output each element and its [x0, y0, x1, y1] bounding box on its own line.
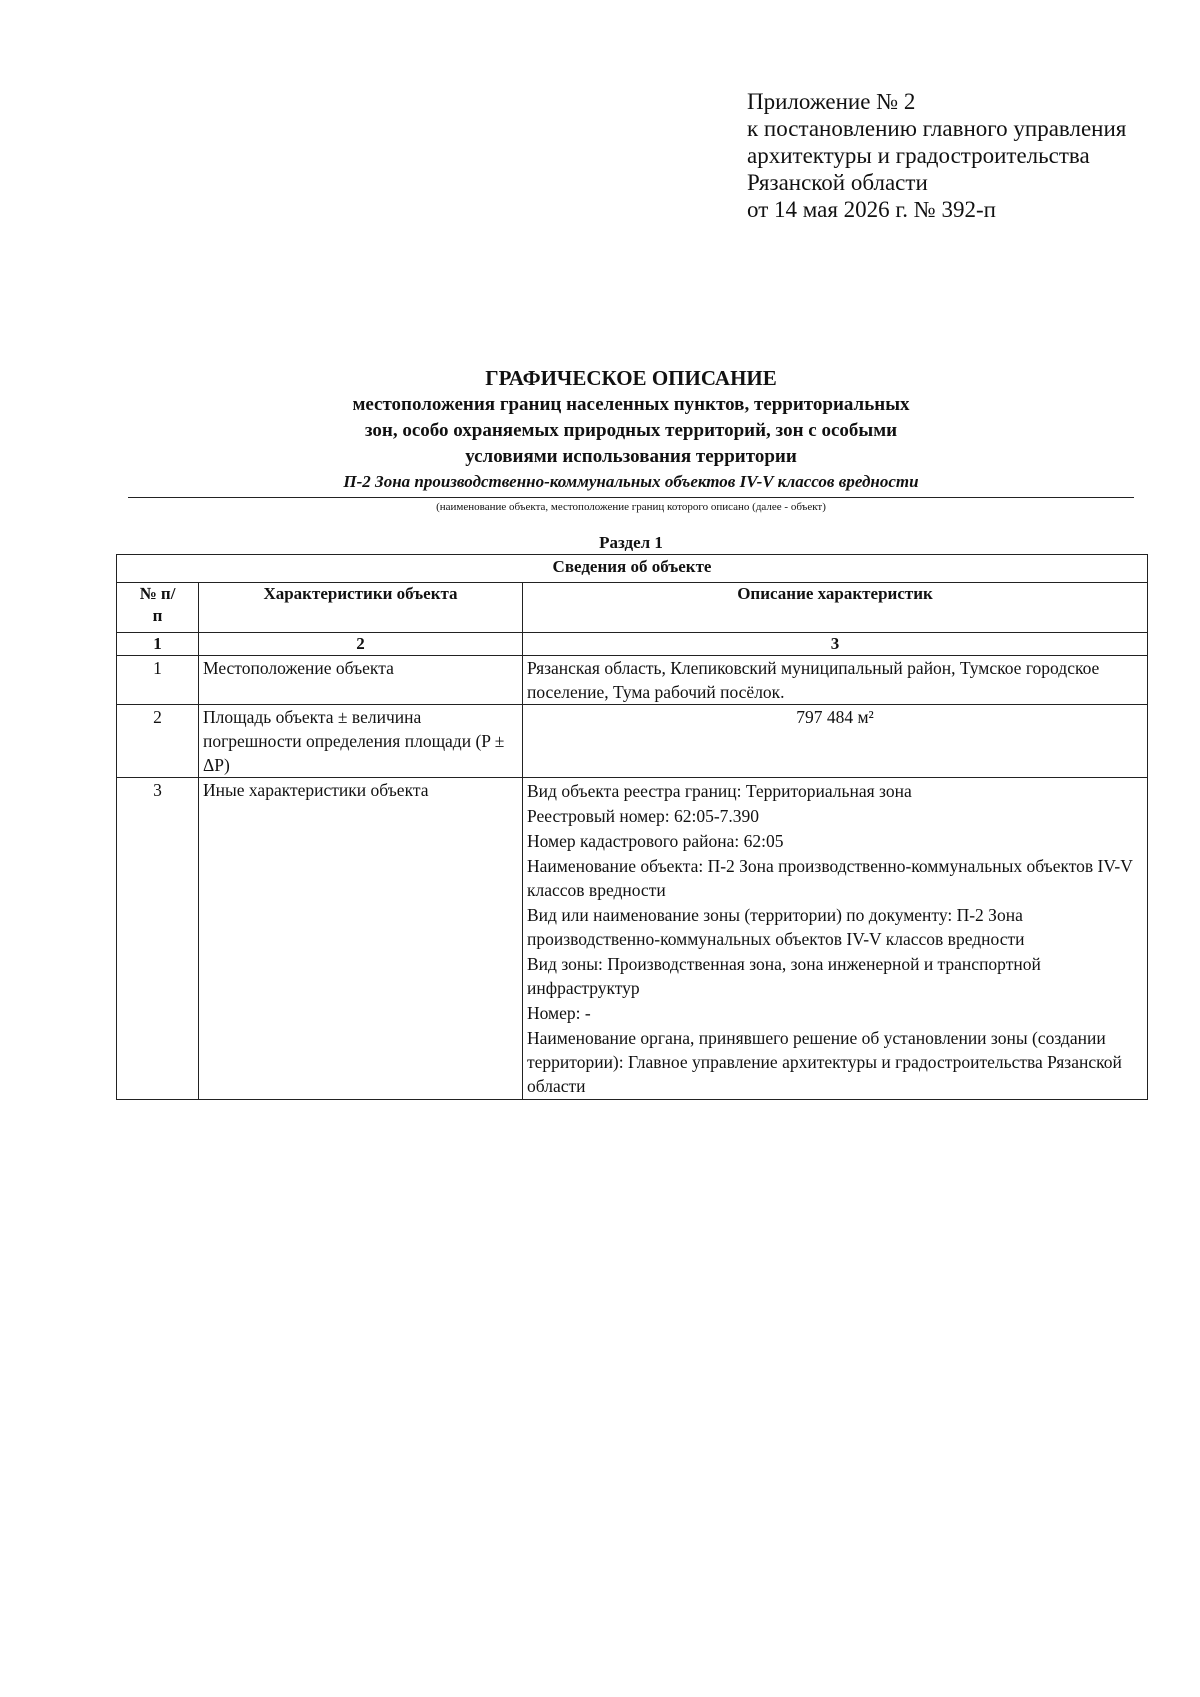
- appendix-line: от 14 мая 2026 г. № 392-п: [747, 197, 996, 222]
- object-name: П-2 Зона производственно-коммунальных объектов IV-V классов вредности: [343, 472, 919, 491]
- description-line: Вид зоны: Производственная зона, зона инженерной и транспортной инфраструктур: [527, 954, 1041, 998]
- description-line: Реестровый номер: 62:05-7.390: [527, 806, 760, 826]
- appendix-line: к постановлению главного управления: [747, 116, 1127, 141]
- section-label: Раздел 1: [599, 533, 663, 552]
- table-caption-row: [117, 555, 1148, 583]
- table-row: [117, 705, 1148, 778]
- appendix-line: архитектуры и градостроительства: [747, 143, 1090, 168]
- appendix-line: Рязанской области: [747, 170, 928, 195]
- row-number: 3: [117, 778, 199, 1100]
- table-caption: Сведения об объекте: [117, 555, 1148, 583]
- column-number: 1: [117, 633, 199, 656]
- document-subtitle-line: зон, особо охраняемых природных территорий, зон с особыми: [364, 420, 898, 441]
- appendix-line: Приложение № 2: [747, 89, 916, 114]
- description-line: Наименование объекта: П-2 Зона производственно-коммунальных объектов IV-V классов вредности: [527, 856, 1133, 900]
- row-description: [523, 656, 1148, 705]
- row-characteristic: Иные характеристики объекта: [199, 778, 523, 1100]
- description-line: Вид или наименование зоны (территории) по документу: П-2 Зона производственно-коммунальных объектов IV-V классов вредности: [527, 905, 1025, 949]
- document-title: ГРАФИЧЕСКОЕ ОПИСАНИЕ: [485, 366, 777, 390]
- document-subtitle-line: условиями использования территории: [465, 446, 797, 467]
- description-line: Номер: -: [527, 1003, 591, 1023]
- document-title-block: [128, 364, 1134, 514]
- column-header-description: Описание характеристик: [523, 583, 1148, 633]
- description-line: Номер кадастрового района: 62:05: [527, 831, 784, 851]
- column-number-row: [117, 633, 1148, 656]
- description-line: Рязанская область, Клепиковский муниципальный район, Тумское городское поселение, Тума рабочий посёлок.: [527, 658, 1100, 702]
- column-header-characteristic: Характеристики объекта: [199, 583, 523, 633]
- row-number: 1: [117, 656, 199, 705]
- row-number: 2: [117, 705, 199, 778]
- table-row: [117, 778, 1148, 1100]
- column-number: 3: [523, 633, 1148, 656]
- table-row: [117, 656, 1148, 705]
- column-number: 2: [199, 633, 523, 656]
- column-header-num: № п/п: [117, 583, 199, 633]
- object-name-caption: (наименование объекта, местоположение границ которого описано (далее - объект): [436, 501, 826, 513]
- document-subtitle-line: местоположения границ населенных пунктов, территориальных: [352, 394, 910, 415]
- row-description: [523, 705, 1148, 778]
- row-characteristic: Местоположение объекта: [199, 656, 523, 705]
- object-info-table: [116, 554, 1148, 1100]
- appendix-header: [747, 88, 1126, 223]
- description-line: Наименование органа, принявшего решение об установлении зоны (создании территории): Главное управление архитектуры и градостроительства Рязанской области: [527, 1028, 1122, 1096]
- row-characteristic: Площадь объекта ± величина погрешности определения площади (P ± ΔP): [199, 705, 523, 778]
- description-line: Вид объекта реестра границ: Территориальная зона: [527, 781, 912, 801]
- area-value: 797 484 м²: [796, 707, 874, 727]
- object-name-underline: [128, 497, 1134, 498]
- table-header-row: [117, 583, 1148, 633]
- row-description: [523, 778, 1148, 1100]
